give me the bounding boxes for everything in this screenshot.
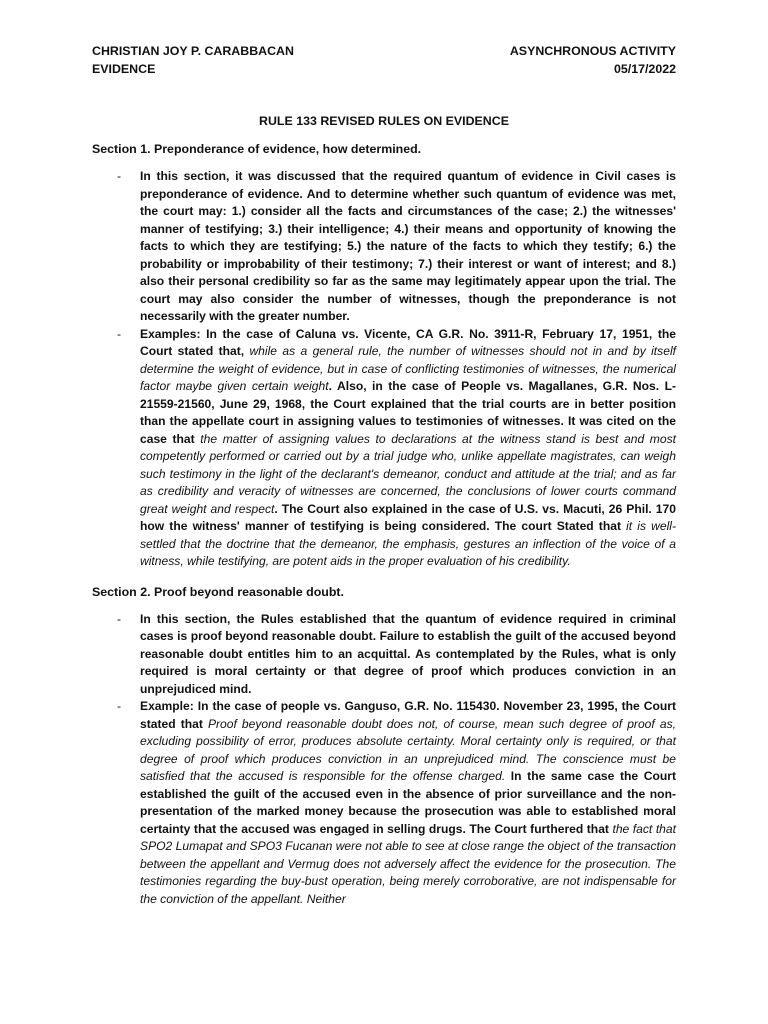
section-2	[92, 583, 676, 909]
quoted-text: the fact that SPO2 Lumapat and SPO3 Fucanan were not able to see at close range the object of the transaction between the appellant and Vermug does not adversely affect the evidence for the prosecution. The testimonies regarding the buy-bust operation, being merely corroborative, are not indispensable for the conviction of the appellant. Neither	[140, 821, 676, 906]
body-text: In this section, the Rules established that the quantum of evidence required in criminal cases is proof beyond reasonable doubt. Failure to establish the guilt of the accused beyond reasonable doubt entitles him to an acquittal. As contemplated by the Rules, what is only required is moral certainty or that degree of proof which produces conviction in an unprejudiced mind.	[140, 611, 676, 696]
subject-name: EVIDENCE	[92, 62, 156, 76]
section-1	[92, 140, 676, 571]
body-text: . Also, in the case of People vs. Magallanes, G.R. Nos. L-21559-21560, June 29, 1968, the Court explained that the trial courts are in better position than the appellate court in assigning values to testimonies of witnesses. It was cited on the case that	[140, 379, 676, 446]
quoted-text: the matter of assigning values to declarations at the witness stand is best and most competently performed or carried out by a trial judge who, unlike appellate magistrates, can weigh such testimony in the light of the declarant's demeanor, conduct and attitude at the trial; and as far as credibility and veracity of witnesses are concerned, the conclusions of lower courts command great weight and respect	[140, 431, 676, 516]
header-right	[510, 42, 676, 78]
document-header	[92, 42, 676, 78]
body-text: In this section, it was discussed that the required quantum of evidence in Civil cases is preponderance of evidence. And to determine whether such quantum of evidence was met, the court may: 1.) consider all the facts and circumstances of the case; 2.) the witnesses' manner of testifying; 3.) their intelligence; 4.) their means and opportunity of knowing the facts to which they are testifying; 5.) the nature of the facts to which they testify; 6.) the probability or improbability of their testimony; 7.) their interest or want of interest; and 8.) also their personal credibility so far as the same may legitimately appear upon the trial. The court may also consider the number of witnesses, though the preponderance is not necessarily with the greater number.	[140, 169, 676, 323]
header-left	[92, 42, 294, 78]
bullet-list	[92, 611, 676, 909]
section-heading: Section 1. Preponderance of evidence, how determined.	[92, 142, 422, 156]
bullet-item	[92, 326, 676, 571]
bullet-item	[92, 611, 676, 699]
activity-type: ASYNCHRONOUS ACTIVITY	[509, 44, 676, 58]
document-date: 05/17/2022	[613, 62, 676, 76]
author-name: CHRISTIAN JOY P. CARABBACAN	[92, 44, 294, 58]
quoted-text: while as a general rule, the number of witnesses should not in and by itself determine the weight of evidence, but in case of conflicting testimonies of witnesses, the numerical factor maybe given certain weight	[140, 344, 676, 393]
section-heading: Section 2. Proof beyond reasonable doubt.	[92, 584, 344, 599]
quoted-text: it is well-settled that the doctrine that the demeanor, the emphasis, gestures an inflection of the voice of a witness, while testifying, are potent aids in the proper evaluation of his credibility.	[140, 519, 676, 568]
body-text: Example: In the case of people vs. Ganguso, G.R. No. 115430. November 23, 1995, the Court stated that	[140, 699, 676, 731]
bullet-list	[92, 168, 676, 571]
bullet-item	[92, 698, 676, 908]
body-text: In the same case the Court established the guilt of the accused even in the absence of prior surveillance and the non-presentation of the marked money because the prosecution was able to established moral certainty that the accused was engaged in selling drugs. The Court furthered that	[140, 769, 676, 836]
body-text: . The Court also explained in the case of U.S. vs. Macuti, 26 Phil. 170 how the witness' manner of testifying is being considered. The court Stated that	[140, 501, 676, 533]
body-text: Examples: In the case of Caluna vs. Vicente, CA G.R. No. 3911-R, February 17, 1951, the Court stated that,	[140, 326, 676, 358]
quoted-text: Proof beyond reasonable doubt does not, of course, mean such degree of proof as, excluding possibility of error, produces absolute certainty. Moral certainty only is required, or that degree of proof which produces conviction in an unprejudiced mind. The conscience must be satisfied that the accused is responsible for the offense charged.	[140, 716, 676, 783]
document-title: RULE 133 REVISED RULES ON EVIDENCE	[259, 114, 509, 128]
bullet-item	[92, 168, 676, 326]
